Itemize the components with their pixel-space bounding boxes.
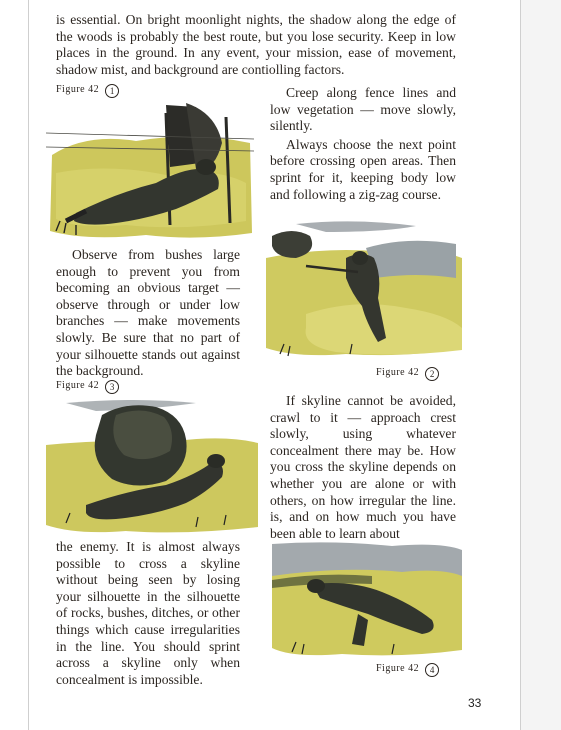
figure-2-illustration [266,218,462,364]
right-column-2: If skyline cannot be avoided, crawl to it — approach crest slowly, using whatever concealment there may be. How you cross the skyline depends on whether you are alone or with others, on how irregular the line. is, and on how much you have been able to learn about [270,393,456,541]
top-paragraph: is essential. On bright moonlight nights, the shadow along the edge of the woods is probably the best route, but you lose security. Keep in low places in the ground. In any event, your mission, ease of movement, shadow mist, and background are contiolling factors. [56,12,456,77]
figure-1-illustration [46,103,254,243]
page-number: 33 [468,696,482,710]
figure-4-label [376,663,439,677]
figure-3-illustration [46,395,258,537]
figure-4-text: Figure 42 [376,663,420,674]
figure-3-label [56,380,119,394]
figure-1-label [56,84,119,98]
figure-1-number: 1 [105,84,119,98]
left-column-1: Observe from bushes large enough to prevent you from becoming an obvious target — observe through or under low branches — make movements slowly. Be sure that no part of your silhouette stands out against the background. [56,247,240,379]
figure-2-label [376,367,439,381]
right-column-1: Creep along fence lines and low vegetation — move slowly, silently. Always choose the next point before crossing open areas. Then sprint for it, keeping body low and following a zig-zag course. [270,85,456,202]
figure-4-number: 4 [425,663,439,677]
figure-4-illustration [272,540,462,660]
page-edge-left [28,0,29,730]
figure-2-number: 2 [425,367,439,381]
page-margin-shadow [521,0,561,730]
figure-3-text: Figure 42 [56,380,100,391]
figure-3-number: 3 [105,380,119,394]
left-column-2: the enemy. It is almost always possible to cross a skyline without being seen by losing your silhouette in the silhouette of rocks, bushes, ditches, or other things which cause irregularities in the line. You should sprint across a skyline only when concealment is impossible. [56,539,240,687]
figure-1-text: Figure 42 [56,84,100,95]
figure-2-text: Figure 42 [376,367,420,378]
